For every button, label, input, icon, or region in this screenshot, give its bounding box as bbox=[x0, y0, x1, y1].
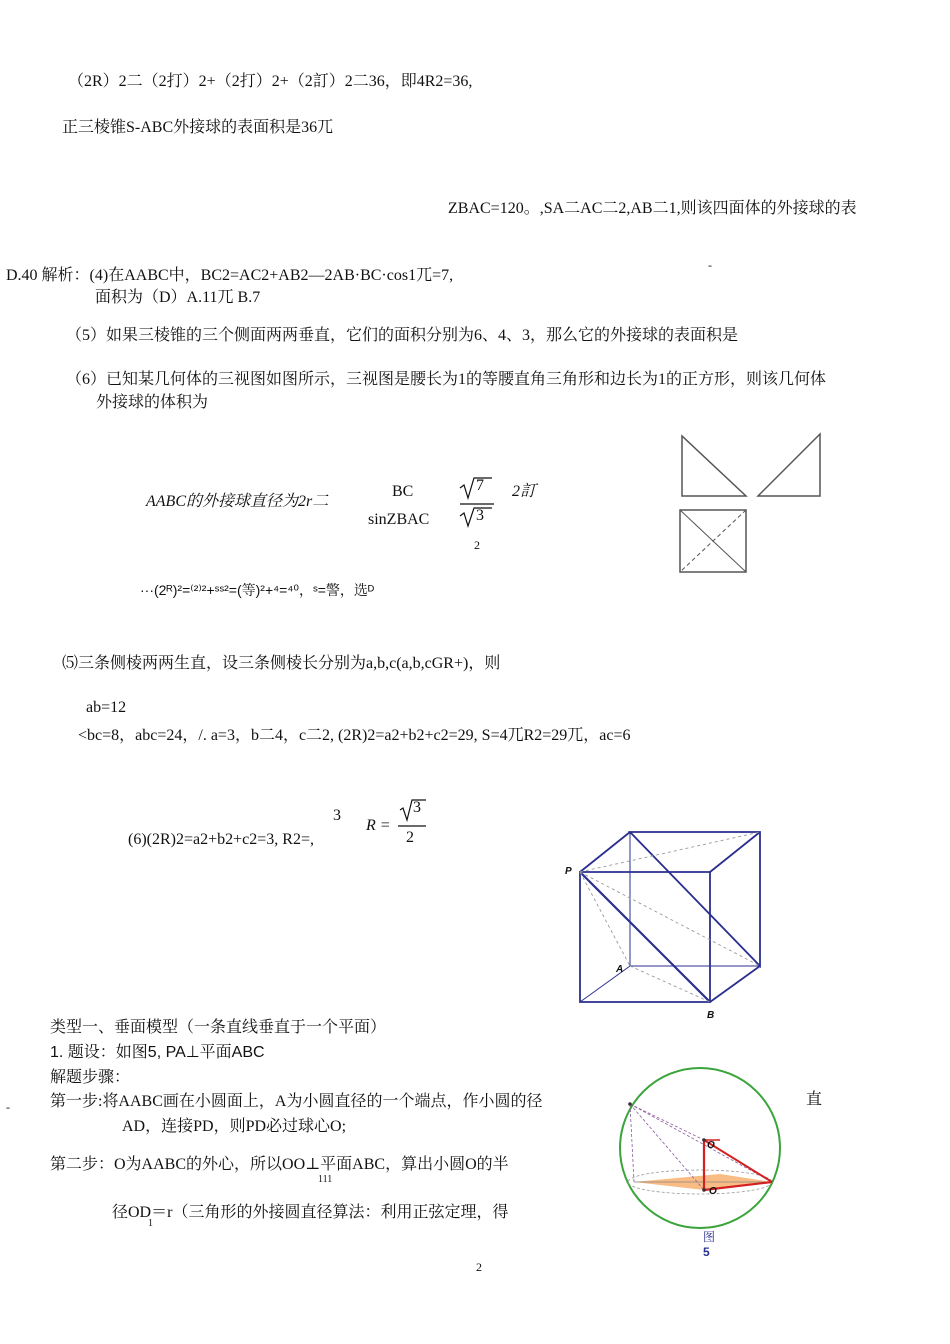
three-view-figure bbox=[676, 430, 826, 580]
fraction-denominator: sinZBAC bbox=[368, 511, 430, 528]
radius-sqrt-3: 3 bbox=[413, 799, 421, 816]
step-2-cont: 径OD＝r（三角形的外接圆直径算法：利用正弦定理，得 bbox=[112, 1204, 509, 1221]
step-2-text: 第二步：O为AABC的外心，所以OO⊥平面ABC，算出小圆O的半 bbox=[50, 1156, 509, 1173]
step-1-cont: AD，连接PD，则PD必过球心O; bbox=[122, 1118, 347, 1135]
sqrt-3-value: 3 bbox=[476, 507, 484, 524]
front-view-triangle bbox=[682, 436, 746, 496]
step-1-tail: 直 bbox=[806, 1091, 823, 1108]
vertex-B-label: B bbox=[707, 1010, 715, 1021]
step-2-sub-1: 1 bbox=[148, 1218, 153, 1229]
stray-mark: - bbox=[708, 258, 712, 272]
solution-4-line: D.40 解析：(4)在AABC中，BC2=AC2+AB2—2AB·BC·cos1兀=7, bbox=[6, 267, 454, 284]
sphere-radius-equation: ···(2ᴿ)²=⁽²⁾²+ˢˢ²=(等)²+⁴=⁴⁰，ˢ=警，选ᴰ bbox=[140, 582, 375, 598]
superscript-3: 3 bbox=[333, 807, 341, 824]
problem-6-text: （6）已知某几何体的三视图如图所示，三视图是腰长为1的等腰直角三角形和边长为1的正方形，则该几何体 bbox=[66, 371, 827, 388]
fraction-result: 2訂 bbox=[512, 483, 537, 500]
fraction-numerator: BC bbox=[392, 483, 414, 500]
radius-denominator: 2 bbox=[406, 829, 414, 846]
side-view-triangle bbox=[758, 434, 820, 496]
step-2-subscript: 111 bbox=[318, 1174, 333, 1185]
equation-line-1: （2R）2二（2打）2+（2打）2+（2訂）2二36，即4R2=36, bbox=[68, 73, 473, 90]
solution-5-intro: ⑸三条侧棱两两生直，设三条侧棱长分别为a,b,c(a,b,cGR+)，则 bbox=[62, 655, 501, 672]
problem-5-text: （5）如果三棱锥的三个侧面两两垂直，它们的面积分别为6、4、3，那么它的外接球的表面积是 bbox=[66, 327, 739, 344]
answer-options-line: 面积为（D）A.11兀 B.7 bbox=[95, 289, 261, 306]
problem-6-text-cont: 外接球的体积为 bbox=[96, 394, 209, 411]
page-number: 2 bbox=[476, 1260, 482, 1274]
circumdiameter-text: AABC的外接球直径为2r二 bbox=[146, 493, 329, 510]
system-line-1: ab=12 bbox=[86, 699, 127, 716]
conclusion-line: 正三棱锥S-ABC外接球的表面积是36兀 bbox=[62, 119, 334, 136]
denominator-2: 2 bbox=[474, 538, 480, 552]
section-heading: 类型一、垂面模型（一条直线垂直于一个平面） bbox=[50, 1019, 387, 1036]
sphere-figure-5 bbox=[620, 1062, 790, 1242]
vertex-P-label: P bbox=[565, 866, 572, 877]
solution-6-equation: (6)(2R)2=a2+b2+c2=3, R2=, bbox=[128, 831, 314, 848]
radius-label: R = bbox=[366, 817, 391, 834]
system-line-2: <bc=8，abc=24，/. a=3，b二4，c二2, (2R)2=a2+b2+c2=29, S=4兀R2=29兀，ac=6 bbox=[78, 727, 631, 744]
vertex-A-label: A bbox=[616, 964, 624, 975]
cube-figure bbox=[560, 830, 780, 1030]
item-1-setup: 1. 题设：如图5, PA⊥平面ABC bbox=[50, 1044, 265, 1061]
figure-number: 5 bbox=[703, 1245, 710, 1259]
circle-center-O1-label: O bbox=[709, 1186, 717, 1197]
step-1-text: 第一步:将AABC画在小圆面上，A为小圆直径的一个端点，作小圆的径 bbox=[50, 1093, 543, 1110]
steps-heading: 解题步骤： bbox=[50, 1069, 131, 1086]
sqrt-7-value: 7 bbox=[476, 477, 484, 494]
stray-dash: - bbox=[6, 1100, 10, 1114]
problem-4-text: ZBAC=120。,SA二AC二2,AB二1,则该四面体的外接球的表 bbox=[448, 200, 857, 217]
sphere-center-O-label: O bbox=[707, 1140, 715, 1151]
figure-caption: 图 bbox=[703, 1230, 716, 1244]
